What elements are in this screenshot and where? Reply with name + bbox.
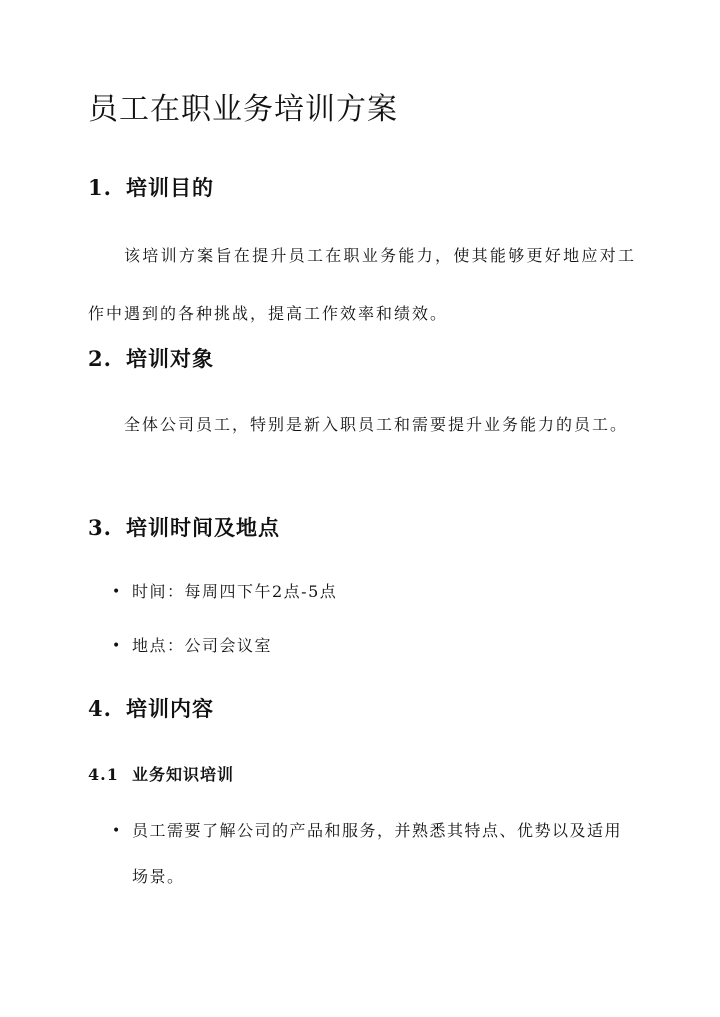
list-item-text: 地点：公司会议室 <box>132 636 273 655</box>
list-item-time <box>100 566 630 618</box>
section-number: 1. <box>88 175 112 200</box>
subsection-title: 业务知识培训 <box>132 765 235 784</box>
section-title: 培训目的 <box>126 175 214 200</box>
section-heading-content <box>88 693 214 723</box>
bullet-dot-icon: • <box>112 638 122 654</box>
subsection-heading-business-knowledge <box>88 762 234 785</box>
section-heading-time-location <box>88 512 280 542</box>
bullet-dot-icon: • <box>112 823 122 839</box>
list-item-location <box>100 620 630 672</box>
section-heading-purpose <box>88 172 214 202</box>
list-item-text: 时间：每周四下午2点-5点 <box>132 582 338 601</box>
section-heading-audience <box>88 343 214 373</box>
section-number: 3. <box>88 515 112 540</box>
section-title: 培训时间及地点 <box>126 515 280 540</box>
document-title: 员工在职业务培训方案 <box>88 92 398 127</box>
section-title: 培训对象 <box>126 346 214 371</box>
section-number: 4. <box>88 696 112 721</box>
list-item-product-knowledge <box>100 808 630 900</box>
subsection-number: 4.1 <box>88 765 119 784</box>
section-paragraph-purpose: 该培训方案旨在提升员工在职业务能力，使其能够更好地应对工作中遇到的各种挑战，提高工作效率和绩效。 <box>88 246 636 323</box>
bullet-dot-icon: • <box>112 584 122 600</box>
list-item-text: 员工需要了解公司的产品和服务，并熟悉其特点、优势以及适用场景。 <box>132 821 623 886</box>
section-number: 2. <box>88 346 112 371</box>
section-paragraph-audience: 全体公司员工，特别是新入职员工和需要提升业务能力的员工。 <box>124 415 629 434</box>
section-title: 培训内容 <box>126 696 214 721</box>
